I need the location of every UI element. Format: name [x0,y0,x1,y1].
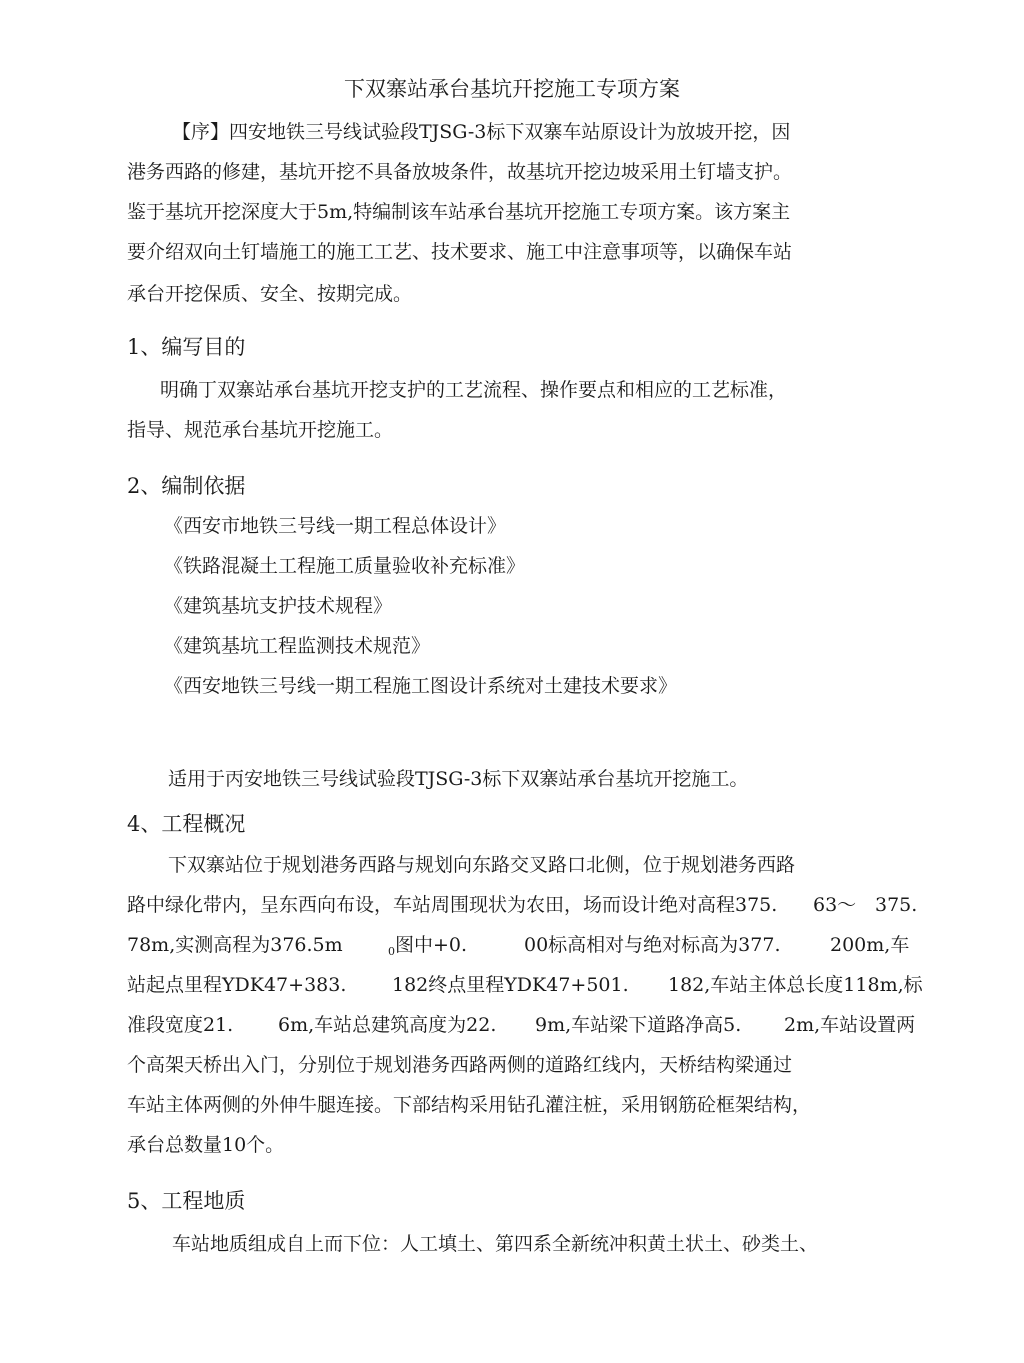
section-4-line-3b [388,933,467,964]
section-1-line-2: 指导、规范承台基坑开挖施工。 [127,419,394,441]
section-4-line-7: 车站主体两侧的外伸牛腿连接。下部结构采用钻孔灌注桩，采用钢筋砼框架结构， [127,1094,812,1116]
section-4-line-5b: 6m,车站总建筑高度为22. [278,1014,497,1036]
section-5-line-1: 车站地质组成自上而下位：人工填土、第四系全新统冲积黄土状土、砂类土、 [172,1233,819,1255]
reference-item: 《西安地铁三号线一期工程施工图设计系统对土建技术要求》 [164,675,678,697]
section-1-line-1: 明确丁双寨站承台基坑开挖支护的工艺流程、操作要点和相应的工艺标准， [160,379,788,401]
reference-item: 《建筑基坑工程监测技术规范》 [164,635,431,657]
section-heading-4: 4、工程概况 [127,812,246,836]
section-4-line-3a: 78m,实测高程为376.5m [127,934,343,956]
section-4-line-3b-text: 图中+0. [395,934,468,956]
section-4-line-5a: 准段宽度21. [127,1014,234,1036]
preface-line-1: 【序】四安地铁三号线试验段TJSG-3标下双寨车站原设计为放坡开挖，因 [172,121,791,143]
reference-item: 《西安市地铁三号线一期工程总体设计》 [164,515,507,537]
section-heading-5: 5、工程地质 [127,1189,246,1213]
preface-line-4: 要介绍双向土钉墙施工的施工工艺、技术要求、施工中注意事项等，以确保车站 [127,241,793,263]
subscript-zero: 0 [388,945,395,958]
section-4-line-6: 个高架天桥出入门，分别位于规划港务西路两侧的道路红线内，天桥结构梁通过 [127,1054,793,1076]
section-heading-2: 2、编制依据 [127,474,246,498]
section-heading-1: 1、编写目的 [127,335,246,359]
section-4-line-2b: 63～ [813,894,857,916]
section-4-line-5c: 9m,车站梁下道路净高5. [535,1014,742,1036]
section-4-line-4b: 182终点里程YDK47+501. [392,974,629,996]
preface-line-3: 鉴于基坑开挖深度大于5m,特编制该车站承台基坑开挖施工专项方案。该方案主 [127,201,791,223]
section-4-line-3d: 200m,车 [830,934,910,956]
document-title: 下双寨站承台基坑幵挖施工专项方案 [344,77,680,101]
section-4-line-2a: 路中绿化带内，呈东西向布设，车站周围现状为农田，场而设计绝对高程375. [127,894,778,916]
section-4-line-3c: 00标高相对与绝对标高为377. [524,934,781,956]
preface-line-2: 港务西路的修建，基坑开挖不具备放坡条件，故基坑开挖边坡采用土钉墙支护。 [127,161,793,183]
reference-item: 《建筑基坑支护技术规程》 [164,595,393,617]
preface-line-5: 承台开挖保质、安全、按期完成。 [127,283,413,305]
section-4-line-1: 下双寨站位于规划港务西路与规划向东路交叉路口北侧，位于规划港务西路 [168,854,796,876]
section-4-line-8: 承台总数量10个。 [127,1134,285,1156]
section-4-line-4c: 182,车站主体总长度118m,标 [668,974,923,996]
section-4-line-5d: 2m,车站设置两 [784,1014,916,1036]
reference-item: 《铁路混凝土工程施工质量验收补充标准》 [164,555,526,577]
section-4-line-2c: 375. [875,894,918,916]
scope-line: 适用于丙安地铁三号线试验段TJSG-3标下双寨站承台基坑开挖施工。 [168,768,749,790]
section-4-line-4a: 站起点里程YDK47+383. [127,974,347,996]
